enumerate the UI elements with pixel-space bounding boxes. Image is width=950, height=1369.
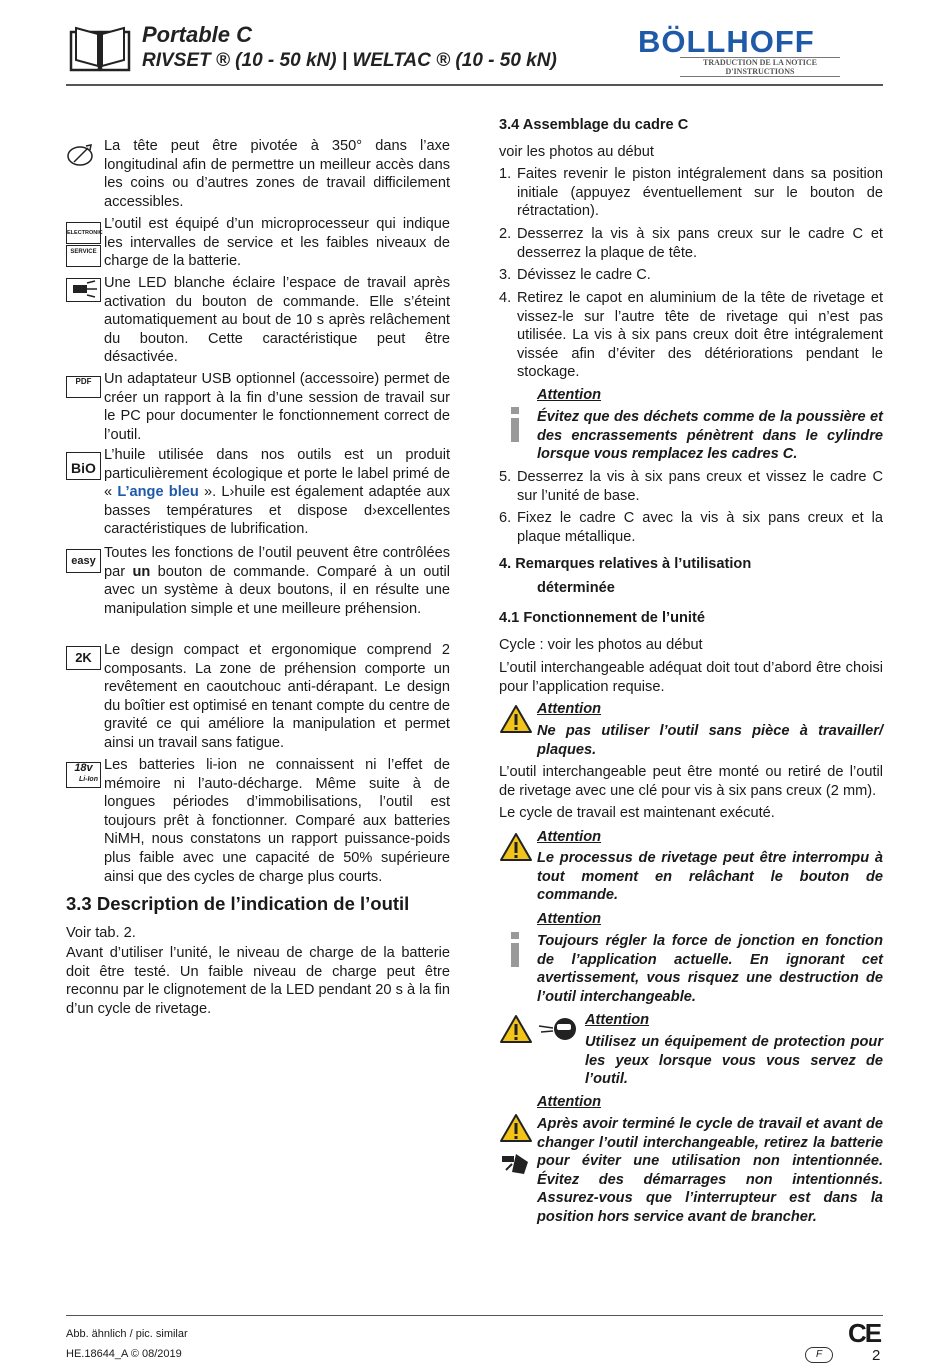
footer-note: Abb. ähnlich / pic. similar: [66, 1328, 188, 1340]
attention-interrupt: Le processus de rivetage peut être interrompu à tout moment en relâchant le bouton de commande.: [537, 850, 883, 904]
cycle-executed-text: Le cycle de travail est maintenant exécuté.: [499, 805, 775, 821]
doc-title: Portable C: [142, 22, 253, 47]
attention-force: Toujours régler la force de jonction en fonction de l’application actuelle. En ignorant cet avertissement, vous risquez une destruction de l’outil interchangeable.: [537, 933, 883, 1005]
list-item: [499, 266, 883, 285]
easy-icon: [66, 549, 101, 573]
section-3-3-heading: 3.3 Description de l’indication de l’outil: [66, 893, 410, 914]
attention-title: [537, 386, 883, 405]
attention-title: [537, 910, 883, 929]
step-text: Faites revenir le piston intégralement dans sa position initiale (appuyez éventuellement sur le bouton de rétractation).: [517, 166, 883, 220]
page-number: 2: [872, 1347, 881, 1364]
choose-tool-text: L’outil interchangeable adéquat doit tout d’abord être choisi pour l’application requise.: [499, 660, 883, 695]
see-photos: voir les photos au début: [499, 144, 654, 160]
step-number: 4.: [499, 290, 512, 306]
liion-label: Li-Ion: [78, 776, 98, 783]
attention-label: Attention: [537, 1094, 602, 1110]
warning-triangle-icon: [499, 832, 533, 867]
warning-triangle-icon: [499, 704, 533, 739]
step-text: Dévissez le cadre C.: [517, 267, 651, 283]
list-item: [499, 165, 883, 221]
attention-eye-protection: Utilisez un équipement de protection pour les yeux lorsque vous vous servez de l’outil.: [585, 1034, 883, 1088]
pdf-label: PDF: [75, 377, 92, 386]
feature-led: Une LED blanche éclaire l’espace de travail après activation du bouton de commande. Elle s’éteint automatiquement au bout de 10 s après relâchement du bouton. Cette caractéristique peut être désactivée.: [104, 275, 450, 366]
attention-label: Attention: [585, 1012, 650, 1028]
ce-mark: CE: [848, 1318, 881, 1348]
feature-oil: [104, 446, 450, 539]
feature-one-button: [104, 544, 450, 618]
list-item: [499, 289, 883, 382]
language-badge: F: [805, 1347, 833, 1363]
feature-rotation: La tête peut être pivotée à 350° dans l’axe longitudinal afin de permettre un meilleur accès dans les coins ou d’autres zones de travail difficilement accessibles.: [104, 138, 450, 210]
two-component-icon: [66, 646, 101, 670]
info-icon: [509, 932, 521, 973]
attention-title: [537, 700, 883, 719]
bio-label: BiO: [71, 460, 96, 476]
brand-subtitle: [680, 57, 840, 77]
bio-oil-icon: [66, 452, 101, 480]
attention-label: Attention: [537, 701, 602, 717]
list-item: [499, 468, 883, 505]
header-divider: [66, 84, 883, 86]
feature-microprocessor: L’outil est équipé d’un microprocesseur qui indique les intervalles de service et les faibles niveaux de charge de la batterie.: [104, 216, 450, 270]
18v-label: 18v: [74, 762, 93, 774]
attention-no-workpiece: Ne pas utiliser l’outil sans pièce à travailler/ plaques.: [537, 723, 883, 758]
oil-text-a: L’huile utilisée dans nos outils est un produit particulièrement écologique et porte le label primé de «: [104, 447, 450, 501]
charge-level-text: Avant d’utiliser l’unité, le niveau de charge de la batterie doit être testé. Un faible niveau de charge peut être reconnu par le clignotement de la LED pendant 20 s à la fin d’un cycle de rivetage.: [66, 945, 450, 1017]
rotate-head-icon: [64, 142, 98, 173]
eye-protection-icon: [537, 1014, 579, 1051]
brand-logo: BÖLLHOFF: [638, 24, 815, 59]
manual-book-icon: [68, 26, 132, 79]
attention-dust: Évitez que des déchets comme de la poussière et des encrassements pénètrent dans le cylindre lorsque vous remplacez les cadres C.: [537, 409, 883, 463]
see-table: Voir tab. 2.: [66, 925, 136, 941]
service-icon: SERVICE: [66, 245, 101, 267]
button-text-b: bouton de commande. Comparé à un outil avec un système à deux boutons, il en résulte une manipulation simple et une meilleure préhension.: [104, 563, 451, 617]
electronic-icon: ELECTRONIC: [66, 222, 101, 244]
cycle-note: Cycle : voir les photos au début: [499, 637, 703, 653]
attention-label: Attention: [537, 387, 602, 403]
blue-angel-link: L’ange bleu: [117, 484, 199, 501]
step-text: Desserrez la vis à six pans creux sur le cadre C et desserrez la plaque de tête.: [517, 226, 883, 261]
button-text-a: Toutes les fonctions de l’outil peuvent être contrôlées par: [104, 545, 450, 580]
section-3-4-heading: 3.4 Assemblage du cadre C: [499, 117, 689, 133]
feature-usb: Un adaptateur USB optionnel (accessoire) permet de créer un rapport à la fin d’une session de travail sur le PC pour documenter le fonctionnement correct de l’outil.: [104, 371, 450, 443]
list-item: [499, 225, 883, 262]
attention-label: Attention: [537, 911, 602, 927]
doc-subtitle: RIVSET ® (10 - 50 kN) | WELTAC ® (10 - 50 kN): [142, 50, 557, 71]
hand-crush-icon: [500, 1150, 532, 1183]
feature-design: Le design compact et ergonomique comprend 2 composants. La zone de préhension comporte un revêtement en caoutchouc anti-dérapant. Le design du boîtier est optimisé en tenant compte du centre de gravité ce qui améliore la manipulation et permet ainsi un travail sans fatigue.: [104, 642, 450, 751]
button-text-bold: un: [132, 563, 151, 580]
step-number: 3.: [499, 267, 512, 283]
step-number: 5.: [499, 469, 512, 485]
step-number: 6.: [499, 510, 512, 526]
doc-number: HE.18644_A © 08/2019: [66, 1348, 182, 1360]
info-icon: [509, 407, 521, 448]
easy-label: easy: [71, 555, 96, 567]
attention-title: [585, 1011, 883, 1030]
pdf-report-icon: [66, 376, 101, 398]
warning-triangle-icon: [499, 1014, 533, 1049]
section-4-heading: 4. Remarques relatives à l’utilisation: [499, 556, 752, 572]
step-number: 1.: [499, 166, 512, 182]
step-number: 2.: [499, 226, 512, 242]
feature-battery: Les batteries li-ion ne connaissent ni l’effet de mémoire ni l’auto-décharge. Même suite à de longues périodes d’immobilisations, l’outil est toujours prêt à fonctionner. Comparé aux batteries NiMH, nous constatons un rapport puissance-poids plus faible avec une capacité de 50% supérieure ainsi que des cycles de charge plus courts.: [104, 757, 450, 885]
section-4-1-heading: 4.1 Fonctionnement de l’unité: [499, 610, 705, 626]
attention-battery-removal: Après avoir terminé le cycle de travail et avant de changer l’outil interchangeable, retirez la batterie pour éviter une utilisation non intentionnée. Évitez des démarrages non intentionnés. Assurez-vous que l’interrupteur est dans la position hors service avant de brancher.: [537, 1116, 883, 1225]
led-light-icon: [66, 278, 101, 302]
attention-title: [537, 1093, 883, 1112]
step-text: Fixez le cadre C avec la vis à six pans creux et la plaque métallique.: [517, 510, 883, 545]
section-4-heading-cont: déterminée: [537, 580, 615, 596]
step-text: Retirez le capot en aluminium de la tête de rivetage et vissez-le sur l’autre tête de rivetage qui n’est pas utilisée. La vis à six pans creux doit être intégralement vissée afin d’éviter des détériorations pendant le stockage.: [517, 290, 883, 381]
brand-sub-line1: TRADUCTION DE LA NOTICE: [702, 58, 818, 67]
list-item: [499, 509, 883, 546]
tool-mount-text: L’outil interchangeable peut être monté ou retiré de l’outil de rivetage avec une clé pour vis à six pans creux (2 mm).: [499, 764, 883, 799]
brand-sub-line2: D'INSTRUCTIONS: [725, 67, 795, 76]
attention-label: Attention: [537, 829, 602, 845]
oil-text-b: ». L›huile est également adaptée aux basses températures et dispose d›excellentes caractéristiques de lubrification.: [104, 484, 451, 538]
warning-triangle-icon: [499, 1113, 533, 1148]
attention-title: [537, 828, 883, 847]
step-text: Desserrez la vis à six pans creux et vissez le cadre C sur l’unité de base.: [517, 469, 883, 504]
battery-18v-icon: [66, 762, 101, 788]
footer-divider: [66, 1315, 883, 1316]
2k-label: 2K: [75, 650, 92, 665]
